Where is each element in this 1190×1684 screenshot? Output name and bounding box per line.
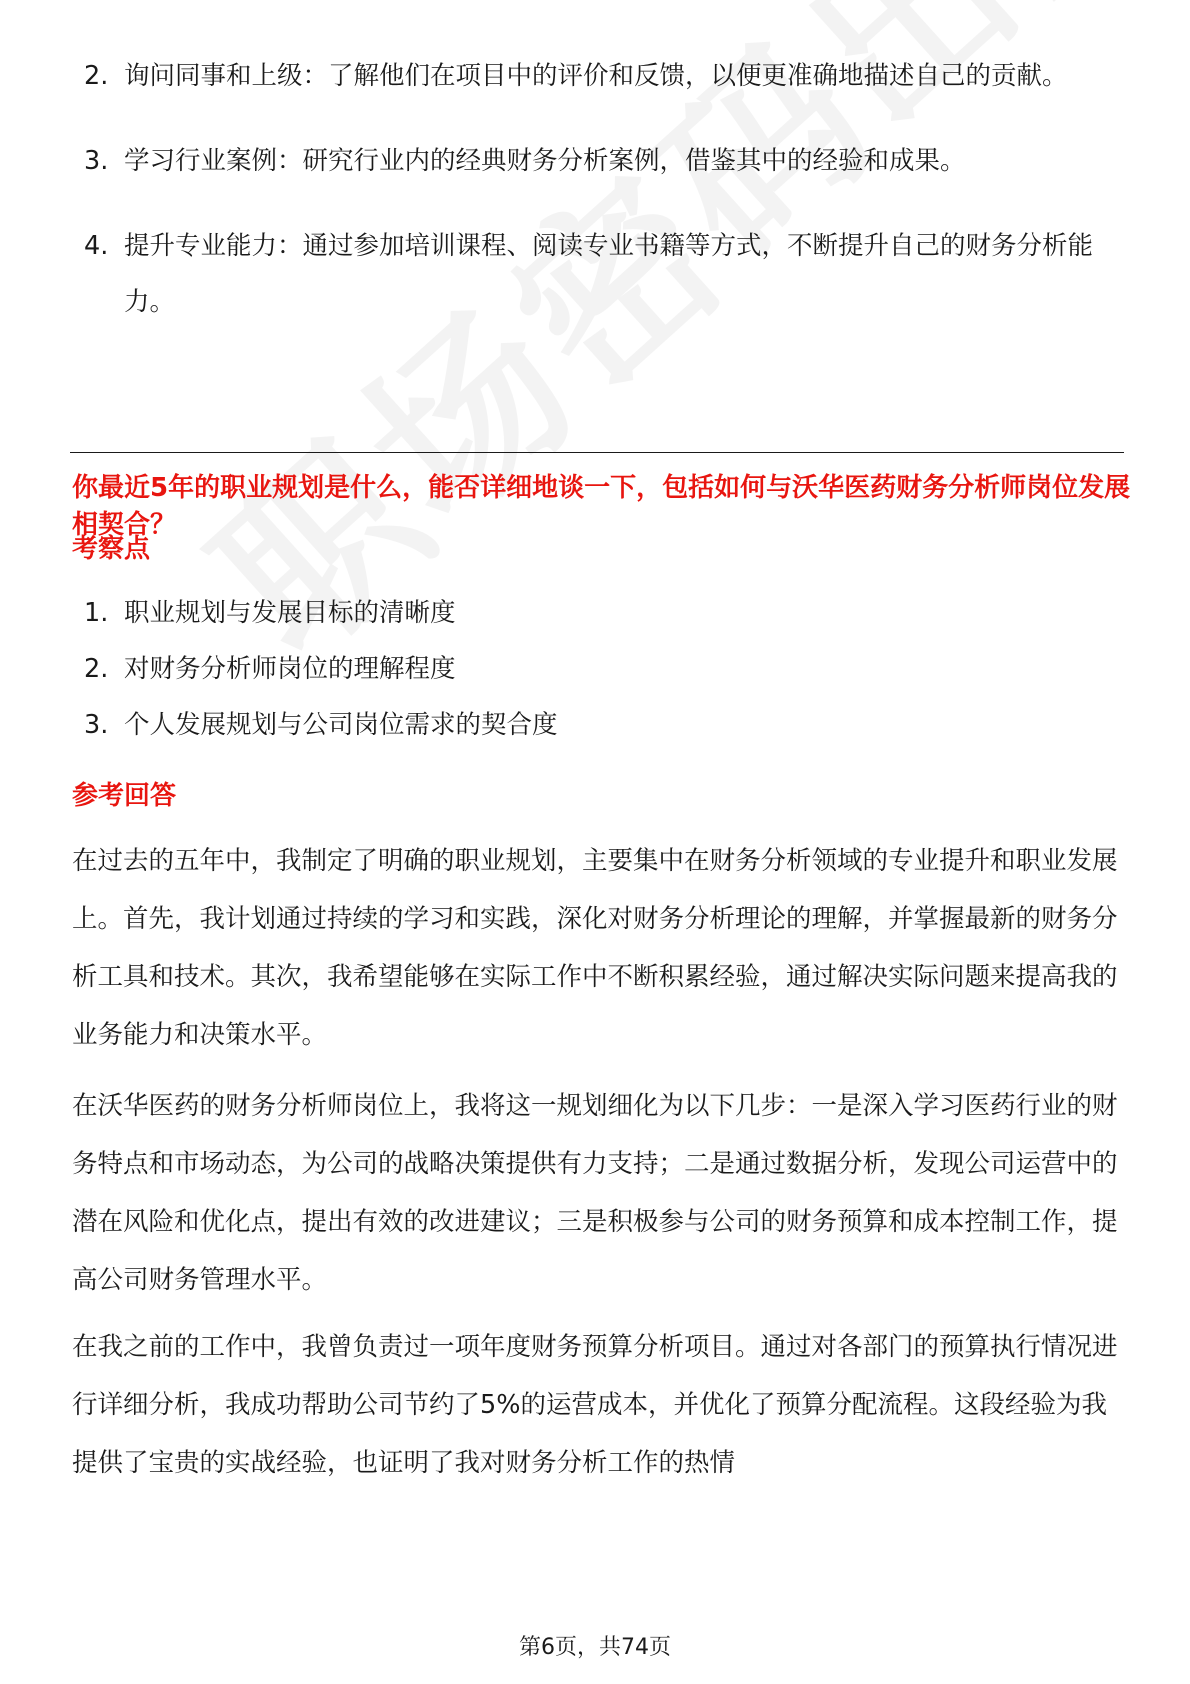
list-item-text: 学习行业案例：研究行业内的经典财务分析案例，借鉴其中的经验和成果。 <box>124 146 966 176</box>
list-item-text: 询问同事和上级：了解他们在项目中的评价和反馈，以便更准确地描述自己的贡献。 <box>124 61 1068 91</box>
page-footer: 第6页，共74页 <box>519 1635 671 1660</box>
list-item <box>0 697 1190 753</box>
answer-heading: 参考回答 <box>72 781 177 811</box>
list-item-number: 3. <box>84 710 109 740</box>
answer-paragraph: 在我之前的工作中，我曾负责过一项年度财务预算分析项目。通过对各部门的预算执行情况进行详细分析，我成功帮助公司节约了5%的运营成本，并优化了预算分配流程。这段经验为我提供了宝贵的实战经验，也证明了我对财务分析工作的热情 <box>72 1332 1118 1478</box>
section-divider <box>70 452 1124 453</box>
list-item-number: 3. <box>84 146 109 176</box>
criteria-list <box>0 585 1190 753</box>
list-item <box>0 585 1190 641</box>
question-heading: 你最近5年的职业规划是什么，能否详细地谈一下，包括如何与沃华医药财务分析师岗位发展相契合？ <box>72 473 1131 540</box>
answer-paragraph: 在过去的五年中，我制定了明确的职业规划，主要集中在财务分析领域的专业提升和职业发展上。首先，我计划通过持续的学习和实践，深化对财务分析理论的理解，并掌握最新的财务分析工具和技术。其次，我希望能够在实际工作中不断积累经验，通过解决实际问题来提高我的业务能力和决策水平。 <box>72 846 1118 1050</box>
list-item <box>0 133 1190 189</box>
list-item-text: 提升专业能力：通过参加培训课程、阅读专业书籍等方式，不断提升自己的财务分析能力。 <box>124 231 1094 317</box>
list-item-number: 4. <box>84 231 109 261</box>
criteria-heading: 考察点 <box>72 534 151 564</box>
answer-paragraph: 在沃华医药的财务分析师岗位上，我将这一规划细化为以下几步：一是深入学习医药行业的财务特点和市场动态，为公司的战略决策提供有力支持；二是通过数据分析，发现公司运营中的潜在风险和优化点，提出有效的改进建议；三是积极参与公司的财务预算和成本控制工作，提高公司财务管理水平。 <box>72 1091 1118 1295</box>
list-item-text: 职业规划与发展目标的清晰度 <box>124 598 456 628</box>
list-item <box>0 218 1190 330</box>
list-item-number: 1. <box>84 598 109 628</box>
list-item-text: 个人发展规划与公司岗位需求的契合度 <box>124 710 558 740</box>
list-item-number: 2. <box>84 61 109 91</box>
tips-list <box>0 48 1190 359</box>
list-item-text: 对财务分析师岗位的理解程度 <box>124 654 456 684</box>
list-item-number: 2. <box>84 654 109 684</box>
list-item <box>0 48 1190 104</box>
list-item <box>0 641 1190 697</box>
